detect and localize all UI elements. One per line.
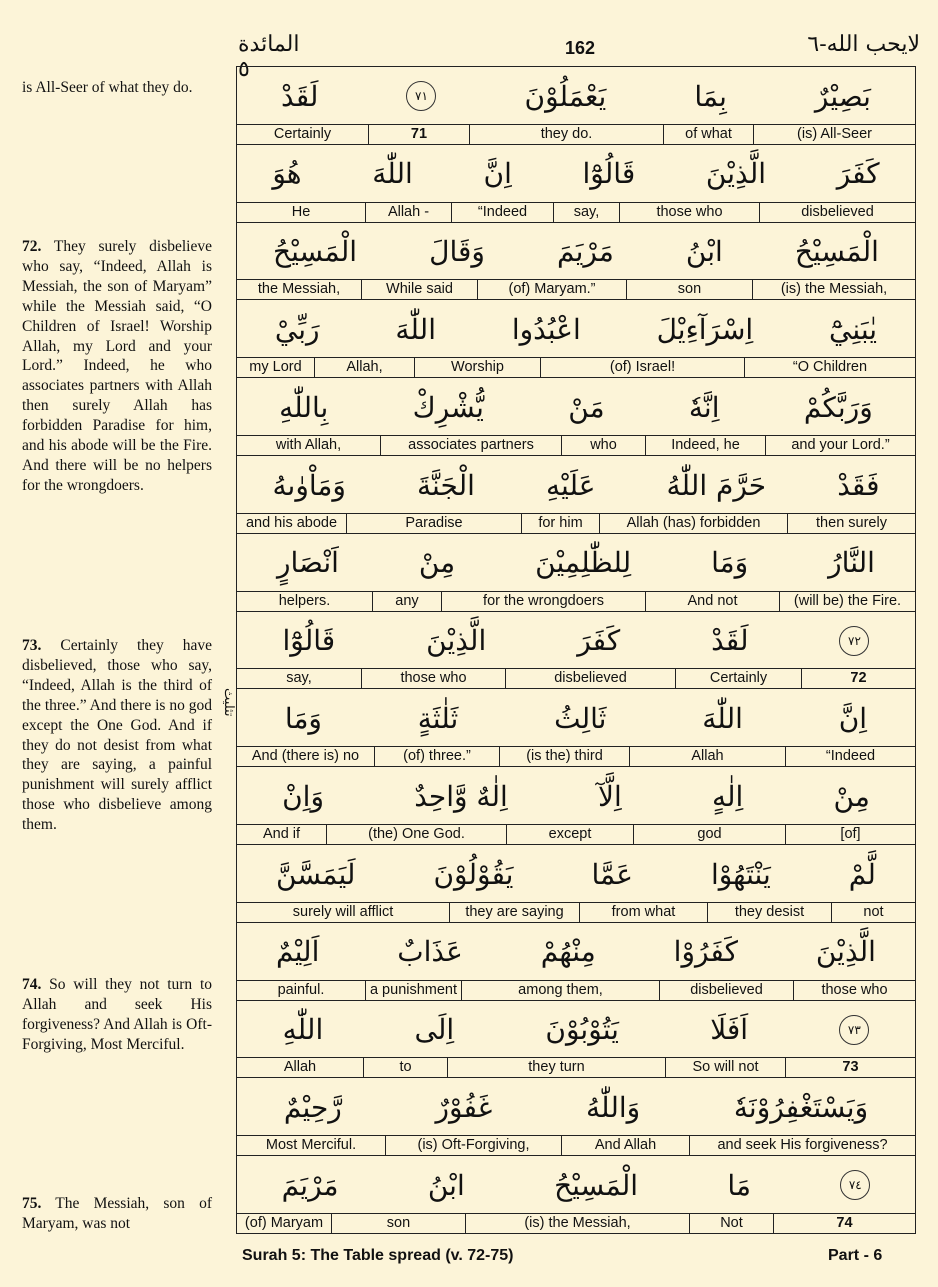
translation-text: Certainly they have disbelieved, those who say, “Indeed, Allah is the third of the three.” And there is no god except the One God. And if they do not desist from what they are saying, a painful punishment will surely afflict those who disbelieve among them.: [22, 637, 212, 834]
arabic-line: [237, 145, 915, 203]
verse-end-marker: ٧٢: [839, 626, 869, 656]
english-gloss-line: [237, 668, 915, 688]
arabic-word: يَتُوْبُوْنَ: [545, 1013, 619, 1047]
gloss-cell: a punishment: [365, 981, 461, 1000]
gloss-cell: And (there is) no: [251, 748, 360, 765]
gloss-cell: (will be) the Fire.: [779, 592, 915, 611]
gloss-cell: any: [372, 592, 441, 611]
arabic-word: عَلَيْهِ: [545, 468, 596, 502]
gloss-cell: Allah: [629, 747, 785, 766]
gloss-cell: the Messiah,: [257, 281, 341, 298]
arabic-word: لَيَمَسَّنَّ: [276, 857, 356, 891]
arabic-word: قَالُوْٓا: [282, 624, 336, 658]
arabic-word: يَقُوْلُوْنَ: [433, 857, 514, 891]
translation-paragraph: [22, 237, 212, 496]
translation-text: is All-Seer of what they do.: [22, 79, 193, 96]
gloss-cell: So will not: [665, 1058, 785, 1077]
arabic-word: اللّٰهَ: [702, 701, 743, 735]
gloss-cell: Allah (has) forbidden: [599, 514, 787, 533]
gloss-cell: they are saying: [449, 903, 579, 922]
arabic-word: لَّمْ: [848, 857, 876, 891]
verse-row: [237, 145, 915, 223]
arabic-word: ابْنُ: [685, 235, 723, 269]
arabic-word: اِلٰهٌ وَّاحِدٌ: [414, 779, 508, 813]
gloss-cell: Allah: [283, 1059, 317, 1076]
gloss-cell: they turn: [447, 1058, 665, 1077]
arabic-line: [237, 1156, 915, 1214]
gloss-cell: those who: [793, 981, 915, 1000]
gloss-cell: son: [626, 280, 752, 299]
arabic-word: اِلَّآ: [597, 779, 622, 813]
arabic-word: اللّٰهِ: [282, 1013, 324, 1047]
gloss-cell: from what: [579, 903, 707, 922]
gloss-cell: While said: [361, 280, 477, 299]
gloss-cell: disbelieved: [759, 203, 915, 222]
gloss-cell: and your Lord.”: [765, 436, 915, 455]
arabic-word: لَقَدْ: [711, 624, 749, 658]
gloss-cell: disbelieved: [505, 669, 675, 688]
gloss-cell: He: [291, 203, 311, 220]
arabic-line: [237, 300, 915, 358]
translation-paragraph: [22, 975, 212, 1055]
verse-number: 73.: [22, 637, 42, 654]
arabic-word: عَذَابٌ: [397, 935, 463, 969]
arabic-word: الْجَنَّةَ: [417, 468, 475, 502]
arabic-line: [237, 689, 915, 747]
gloss-cell: (is) the Messiah,: [752, 280, 915, 299]
verse-number: 72.: [22, 238, 42, 255]
arabic-word: لِلظّٰلِمِيْنَ: [535, 546, 632, 580]
arabic-line: [237, 456, 915, 514]
gloss-cell: Paradise: [346, 514, 521, 533]
gloss-cell: (is) the Messiah,: [465, 1214, 689, 1233]
gloss-cell: “O Children: [744, 358, 915, 377]
verse-number-cell: 71: [368, 125, 469, 144]
footer-part: Part - 6: [828, 1247, 883, 1264]
english-gloss-line: [237, 1213, 915, 1233]
arabic-word: اَنْصَارٍ: [276, 546, 339, 580]
gloss-cell: of what: [663, 125, 753, 144]
arabic-word: الَّذِيْنَ: [426, 624, 487, 658]
arabic-word: وَقَالَ: [429, 235, 485, 269]
margin-note: تثليث: [221, 688, 236, 717]
gloss-cell: who: [561, 436, 645, 455]
english-gloss-line: [237, 1135, 915, 1155]
arabic-word: اللّٰهَ: [372, 157, 413, 191]
english-gloss-line: [237, 435, 915, 455]
arabic-word: وَمَا: [284, 701, 322, 735]
arabic-word: يَنْتَهُوْا: [710, 857, 771, 891]
gloss-cell: [of]: [785, 825, 915, 844]
gloss-cell: And Allah: [561, 1136, 689, 1155]
gloss-cell: (the) One God.: [326, 825, 506, 844]
gloss-cell: (is) Oft-Forgiving,: [385, 1136, 561, 1155]
gloss-cell: say,: [286, 670, 312, 687]
gloss-cell: helpers.: [278, 592, 331, 609]
arabic-word: مَرْيَمَ: [556, 235, 614, 269]
arabic-word: عَمَّا: [591, 857, 633, 891]
verse-row: [237, 1078, 915, 1156]
arabic-word: رَّحِيْمٌ: [283, 1090, 342, 1124]
gloss-cell: for the wrongdoers: [441, 592, 645, 611]
arabic-word: وَاللّٰهُ: [586, 1090, 641, 1124]
verse-row: [237, 67, 915, 145]
gloss-cell: (of) Maryam: [244, 1214, 324, 1231]
gloss-cell: disbelieved: [659, 981, 793, 1000]
arabic-word: اِلَى: [414, 1013, 455, 1047]
gloss-cell: And if: [262, 825, 301, 842]
translation-text: The Messiah, son of Maryam, was not: [22, 1195, 212, 1232]
verse-row: [237, 689, 915, 767]
arabic-line: [237, 923, 915, 981]
gloss-cell: (of) Israel!: [540, 358, 744, 377]
arabic-line: [237, 67, 915, 125]
arabic-word: لَقَدْ: [281, 79, 319, 113]
verse-row: [237, 1001, 915, 1079]
verse-row: [237, 1156, 915, 1234]
gloss-cell: god: [633, 825, 785, 844]
gloss-cell: except: [506, 825, 633, 844]
arabic-word: مِنْهُمْ: [540, 935, 596, 969]
arabic-word: مِنْ: [833, 779, 870, 813]
gloss-cell: Allah,: [314, 358, 414, 377]
english-gloss-line: [237, 124, 915, 144]
verse-row: [237, 378, 915, 456]
arabic-line: [237, 1001, 915, 1059]
arabic-word: يٰبَنِيْٓ: [829, 312, 878, 346]
gloss-cell: And not: [645, 592, 779, 611]
translation-paragraph: [22, 1194, 212, 1234]
arabic-word: غَفُوْرٌ: [435, 1090, 493, 1124]
gloss-cell: they desist: [707, 903, 831, 922]
gloss-cell: surely will afflict: [292, 903, 394, 920]
juz-header: لايحب الله-٦: [807, 32, 920, 57]
verse-row: [237, 456, 915, 534]
english-gloss-line: [237, 513, 915, 533]
arabic-line: [237, 1078, 915, 1136]
arabic-word: مِنْ: [418, 546, 456, 580]
english-gloss-line: [237, 357, 915, 377]
gloss-cell: my Lord: [249, 359, 302, 376]
gloss-cell: those who: [619, 203, 759, 222]
english-gloss-line: [237, 980, 915, 1000]
arabic-word: وَمَا: [711, 546, 749, 580]
gloss-cell: Certainly: [273, 125, 332, 142]
arabic-word: حَرَّمَ اللّٰهُ: [666, 468, 767, 502]
english-gloss-line: [237, 746, 915, 766]
gloss-cell: (is) All-Seer: [753, 125, 915, 144]
arabic-line: [237, 534, 915, 592]
arabic-word: وَمَاْوٰىهُ: [272, 468, 346, 502]
verse-row: [237, 223, 915, 301]
arabic-word: رَبِّيْ: [274, 312, 320, 346]
arabic-word: اِلٰهٍ: [711, 779, 744, 813]
arabic-line: [237, 612, 915, 670]
arabic-word: اَلِيْمٌ: [275, 935, 320, 969]
verse-number-cell: 74: [773, 1214, 915, 1233]
footer-title: Surah 5: The Table spread (v. 72-75): [242, 1247, 514, 1264]
gloss-cell: say,: [553, 203, 619, 222]
gloss-cell: then surely: [787, 514, 915, 533]
gloss-cell: associates partners: [380, 436, 561, 455]
gloss-cell: (is the) third: [499, 747, 629, 766]
verse-number-cell: 73: [785, 1058, 915, 1077]
english-gloss-line: [237, 902, 915, 922]
gloss-cell: Indeed, he: [645, 436, 765, 455]
gloss-cell: Not: [689, 1214, 773, 1233]
gloss-cell: Worship: [414, 358, 540, 377]
arabic-word: وَاِنْ: [282, 779, 324, 813]
arabic-word: النَّارُ: [828, 546, 875, 580]
arabic-word: اَفَلَا: [710, 1013, 749, 1047]
verse-end-marker: ٧٣: [839, 1015, 869, 1045]
translation-text: They surely disbelieve who say, “Indeed, Allah is Messiah, the son of Maryam” while the Messiah said, “O Children of Israel! Worship Allah, my Lord and your Lord.” Indeed, he who associates partners with Allah then surely Allah has forbidden Paradise for him, and his abode will be the Fire. And there will be no helpers for the wrongdoers.: [22, 238, 212, 494]
arabic-word: بَصِيْرٌ: [814, 79, 871, 113]
gloss-cell: (of) three.”: [374, 747, 499, 766]
gloss-cell: and his abode: [245, 514, 338, 531]
gloss-cell: (of) Maryam.”: [477, 280, 626, 299]
verse-end-marker: ٧٤: [840, 1170, 870, 1200]
verse-row: [237, 612, 915, 690]
arabic-word: مَنْ: [568, 390, 605, 424]
arabic-word: اِنَّ: [483, 157, 512, 191]
verse-number-cell: 72: [801, 669, 915, 688]
english-gloss-line: [237, 1057, 915, 1077]
verse-row: [237, 923, 915, 1001]
arabic-word: ثَالِثُ: [554, 701, 607, 735]
arabic-word: كَفَرُوْا: [673, 935, 738, 969]
arabic-word: الْمَسِيْحُ: [273, 235, 358, 269]
word-by-word-grid: [236, 66, 916, 1234]
english-gloss-line: [237, 279, 915, 299]
page-number: 162: [564, 38, 596, 58]
arabic-word: الَّذِيْنَ: [705, 157, 767, 191]
arabic-word: ثَلٰثَةٍ: [417, 701, 459, 735]
arabic-line: [237, 767, 915, 825]
arabic-word: بِمَا: [694, 79, 727, 113]
translation-paragraph: [22, 78, 212, 98]
gloss-cell: to: [363, 1058, 447, 1077]
arabic-word: ابْنُ: [427, 1168, 465, 1202]
arabic-word: اللّٰهَ: [395, 312, 436, 346]
gloss-cell: those who: [361, 669, 505, 688]
verse-row: [237, 300, 915, 378]
verse-row: [237, 767, 915, 845]
arabic-word: اِنَّ: [838, 701, 868, 735]
arabic-word: قَالُوْٓا: [582, 157, 636, 191]
arabic-word: وَيَسْتَغْفِرُوْنَهٗ: [733, 1090, 869, 1124]
translation-text: So will they not turn to Allah and seek His forgiveness? And Allah is Oft-Forgiving, Most Merciful.: [22, 976, 212, 1053]
gloss-cell: “Indeed: [451, 203, 553, 222]
arabic-word: كَفَرَ: [836, 157, 880, 191]
arabic-word: اِسْرَآءِيْلَ: [656, 312, 754, 346]
english-gloss-line: [237, 202, 915, 222]
arabic-line: [237, 378, 915, 436]
gloss-cell: Certainly: [675, 669, 801, 688]
arabic-line: [237, 223, 915, 281]
arabic-word: يُّشْرِكْ: [412, 390, 484, 424]
gloss-cell: not: [831, 903, 915, 922]
verse-number: 75.: [22, 1195, 42, 1212]
arabic-word: الَّذِيْنَ: [815, 935, 876, 969]
gloss-cell: they do.: [469, 125, 663, 144]
arabic-word: مَا: [727, 1168, 751, 1202]
verse-row: [237, 534, 915, 612]
gloss-cell: son: [331, 1214, 465, 1233]
gloss-cell: Allah -: [365, 203, 451, 222]
gloss-cell: painful.: [277, 981, 325, 998]
english-gloss-line: [237, 824, 915, 844]
verse-number: 74.: [22, 976, 42, 993]
english-gloss-line: [237, 591, 915, 611]
verse-row: [237, 845, 915, 923]
translation-paragraph: [22, 636, 212, 835]
arabic-word: اعْبُدُوا: [511, 312, 581, 346]
arabic-word: مَرْيَمَ: [281, 1168, 339, 1202]
arabic-word: هُوَ: [272, 157, 302, 191]
arabic-word: وَرَبَّكُمْ: [803, 390, 873, 424]
arabic-word: بِاللّٰهِ: [279, 390, 329, 424]
arabic-word: الْمَسِيْحُ: [794, 235, 879, 269]
arabic-word: فَقَدْ: [837, 468, 880, 502]
surah-header: المائدة ٥: [238, 32, 300, 82]
arabic-line: [237, 845, 915, 903]
gloss-cell: among them,: [461, 981, 659, 1000]
gloss-cell: “Indeed: [785, 747, 915, 766]
arabic-word: كَفَرَ: [577, 624, 621, 658]
gloss-cell: Most Merciful.: [265, 1137, 357, 1154]
gloss-cell: with Allah,: [275, 436, 342, 453]
arabic-word: اِنَّهٗ: [688, 390, 720, 424]
gloss-cell: and seek His forgiveness?: [689, 1136, 915, 1155]
arabic-word: الْمَسِيْحُ: [554, 1168, 639, 1202]
gloss-cell: for him: [521, 514, 599, 533]
verse-end-marker: ٧١: [406, 81, 436, 111]
arabic-word: يَعْمَلُوْنَ: [524, 79, 607, 113]
